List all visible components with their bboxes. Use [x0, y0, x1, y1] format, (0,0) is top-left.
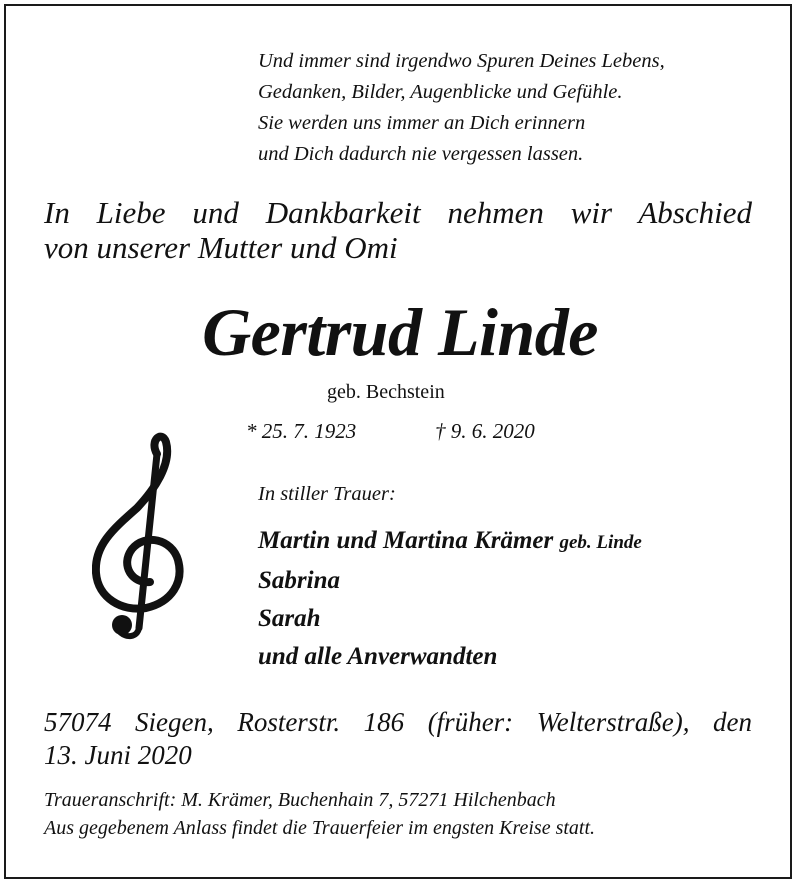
intro-text: [44, 195, 752, 265]
death-date: † 9. 6. 2020: [435, 419, 535, 443]
mourning-address: Traueranschrift: M. Krämer, Buchenhain 7, 57271 Hilchenbach: [44, 789, 556, 811]
mourner-maiden-name: geb. Linde: [559, 532, 642, 553]
mourner-names: Martin und Martina Krämer: [258, 527, 554, 554]
mourner-line-4: und alle Anverwandten: [258, 643, 498, 670]
poem-line: Und immer sind irgendwo Spuren Deines Lebens,: [258, 50, 665, 72]
poem-line: Sie werden uns immer an Dich erinnern: [258, 112, 586, 134]
mourner-line-2: Sabrina: [258, 567, 340, 594]
mourners-list: [258, 522, 642, 676]
poem-line: und Dich dadurch nie vergessen lassen.: [258, 143, 584, 165]
ceremony-note: Aus gegebenem Anlass findet die Trauerfeier im engsten Kreise statt.: [44, 817, 596, 839]
treble-clef-icon: [92, 432, 192, 642]
place-line-1: 57074 Siegen, Rosterstr. 186 (früher: Welterstraße), den: [44, 707, 752, 737]
place-line-2: 13. Juni 2020: [44, 740, 192, 770]
intro-line-2: von unserer Mutter und Omi: [44, 230, 398, 265]
intro-line-1: In Liebe und Dankbarkeit nehmen wir Abschied: [44, 195, 752, 230]
poem: [258, 46, 665, 170]
deceased-name: Gertrud Linde: [202, 294, 598, 370]
mourner-line-3: Sarah: [258, 605, 321, 632]
poem-line: Gedanken, Bilder, Augenblicke und Gefühle.: [258, 81, 623, 103]
birth-date: * 25. 7. 1923: [246, 419, 357, 443]
maiden-name: geb. Bechstein: [327, 381, 445, 403]
mourner-line-1: [258, 522, 642, 562]
footer: [44, 786, 595, 842]
place-date: [44, 706, 752, 772]
mourning-label: In stiller Trauer:: [258, 483, 396, 505]
